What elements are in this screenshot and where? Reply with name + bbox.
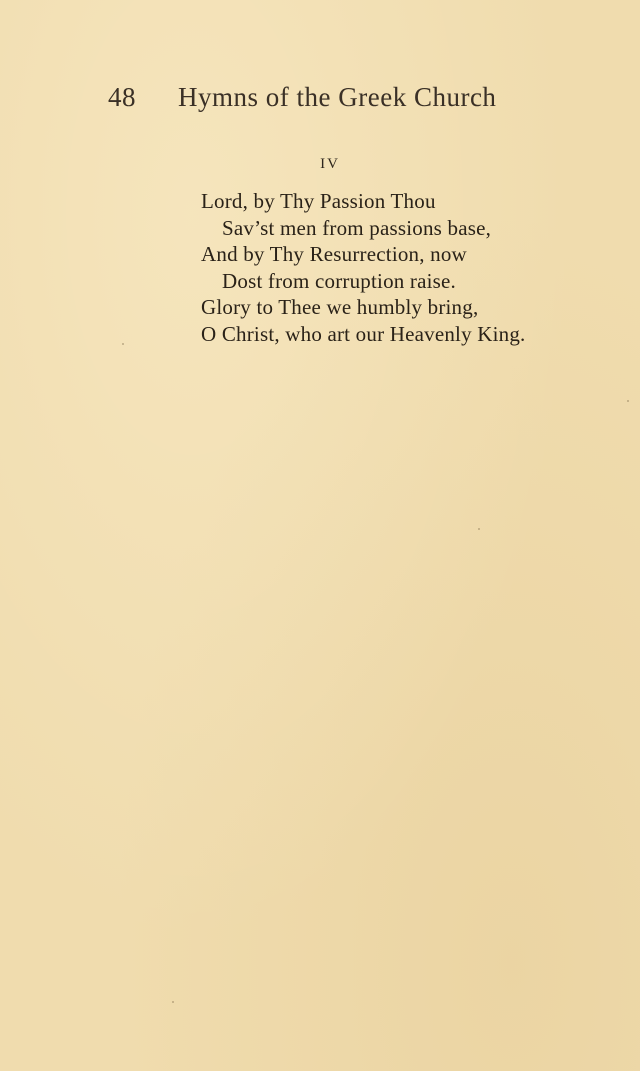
verse-line-6: O Christ, who art our Heavenly King. — [201, 321, 526, 346]
paper-speck — [122, 343, 124, 345]
book-title: Hymns of the Greek Church — [178, 82, 497, 112]
verse-line-5: Glory to Thee we humbly bring, — [201, 295, 479, 319]
verse-line-4: Dost from corruption raise. — [222, 268, 457, 293]
hymn-verse — [201, 188, 581, 347]
section-numeral: IV — [320, 156, 340, 172]
verse-line-3: And by Thy Resurrection, now — [201, 242, 467, 266]
paper-speck — [478, 528, 480, 530]
paper-speck — [627, 400, 629, 402]
verse-line-2: Sav’st men from passions base, — [222, 215, 492, 240]
verse-line-1: Lord, by Thy Passion Thou — [201, 189, 436, 213]
paper-speck — [172, 1001, 174, 1003]
page-number: 48 — [108, 82, 136, 112]
running-head — [108, 82, 528, 118]
